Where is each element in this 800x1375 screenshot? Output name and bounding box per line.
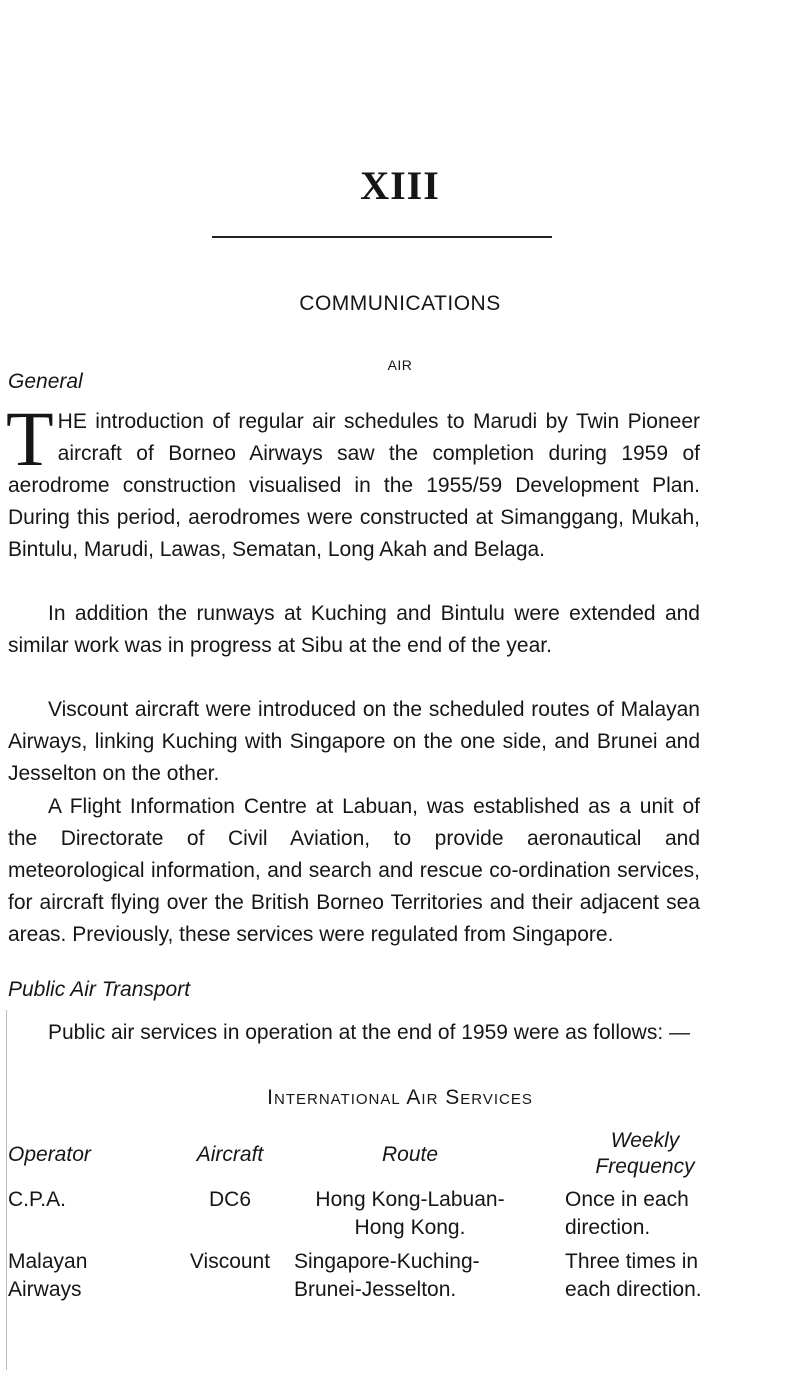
operator-line2: Airways (8, 1278, 82, 1301)
header-frequency (550, 1128, 740, 1180)
operator-line1: C.P.A. (8, 1188, 66, 1211)
table-row-1-frequency (565, 1186, 745, 1242)
frequency-line1: Once in each (565, 1188, 689, 1211)
table-row-1-route (290, 1186, 530, 1242)
frequency-line1: Three times in (565, 1250, 699, 1273)
table-row-2-aircraft: Viscount (189, 1250, 271, 1273)
header-route: Route (381, 1143, 439, 1166)
table-row-2-operator (8, 1248, 138, 1304)
header-aircraft: Aircraft (196, 1143, 264, 1166)
paragraph-3: Viscount aircraft were introduced on the scheduled routes of Malayan Airways, linking Kuching with Singapore on the one side, and Brunei and Jesselton on the other. (8, 698, 700, 785)
general-heading: General (8, 370, 83, 393)
public-air-transport-heading: Public Air Transport (8, 978, 191, 1001)
route-line2: Hong Kong. (354, 1216, 466, 1239)
route-line1: Hong Kong-Labuan- (315, 1188, 505, 1211)
section-title: COMMUNICATIONS (299, 292, 501, 315)
paragraph-1 (6, 395, 700, 566)
paragraph-2: In addition the runways at Kuching and Bintulu were extended and similar work was in progress at Sibu at the end of the year. (8, 602, 700, 657)
drop-cap: T (6, 395, 54, 482)
header-frequency-line2: Frequency (595, 1155, 695, 1178)
operator-line1: Malayan (8, 1250, 88, 1273)
scan-margin-line (6, 1010, 7, 1370)
subsection-title: AIR (387, 357, 413, 373)
header-operator: Operator (8, 1143, 91, 1166)
table-row-1-aircraft: DC6 (208, 1188, 251, 1211)
paragraph-1-text: HE introduction of regular air schedules to Marudi by Twin Pioneer aircraft of Borneo Airways saw the completion during 1959 of aerodrome construction visualised in the 1955/59 Development Plan. During this period, aerodromes were constructed at Simanggang, Mukah, Bintulu, Marudi, Lawas, Sematan, Long Akah and Belaga. (8, 410, 700, 561)
frequency-line2: direction. (565, 1216, 651, 1239)
title-rule (212, 236, 552, 238)
header-frequency-line1: Weekly (610, 1129, 680, 1152)
table-row-1-operator (8, 1186, 138, 1214)
route-line2: Brunei-Jesselton. (294, 1278, 457, 1301)
table-row-2-frequency (565, 1248, 755, 1304)
route-line1: Singapore-Kuching- (294, 1250, 480, 1273)
public-air-intro: Public air services in operation at the end of 1959 were as follows: — (48, 1021, 691, 1044)
table-title: International Air Services (267, 1086, 533, 1109)
table-row-2-route (290, 1248, 534, 1304)
chapter-number: XIII (360, 163, 440, 208)
paragraph-4: A Flight Information Centre at Labuan, was established as a unit of the Directorate of Civil Aviation, to provide aeronautical and meteorological information, and search and rescue co-ordination services, for aircraft flying over the British Borneo Territories and their adjacent sea areas. Previously, these services were regulated from Singapore. (8, 795, 700, 946)
frequency-line2: each direction. (565, 1278, 702, 1301)
